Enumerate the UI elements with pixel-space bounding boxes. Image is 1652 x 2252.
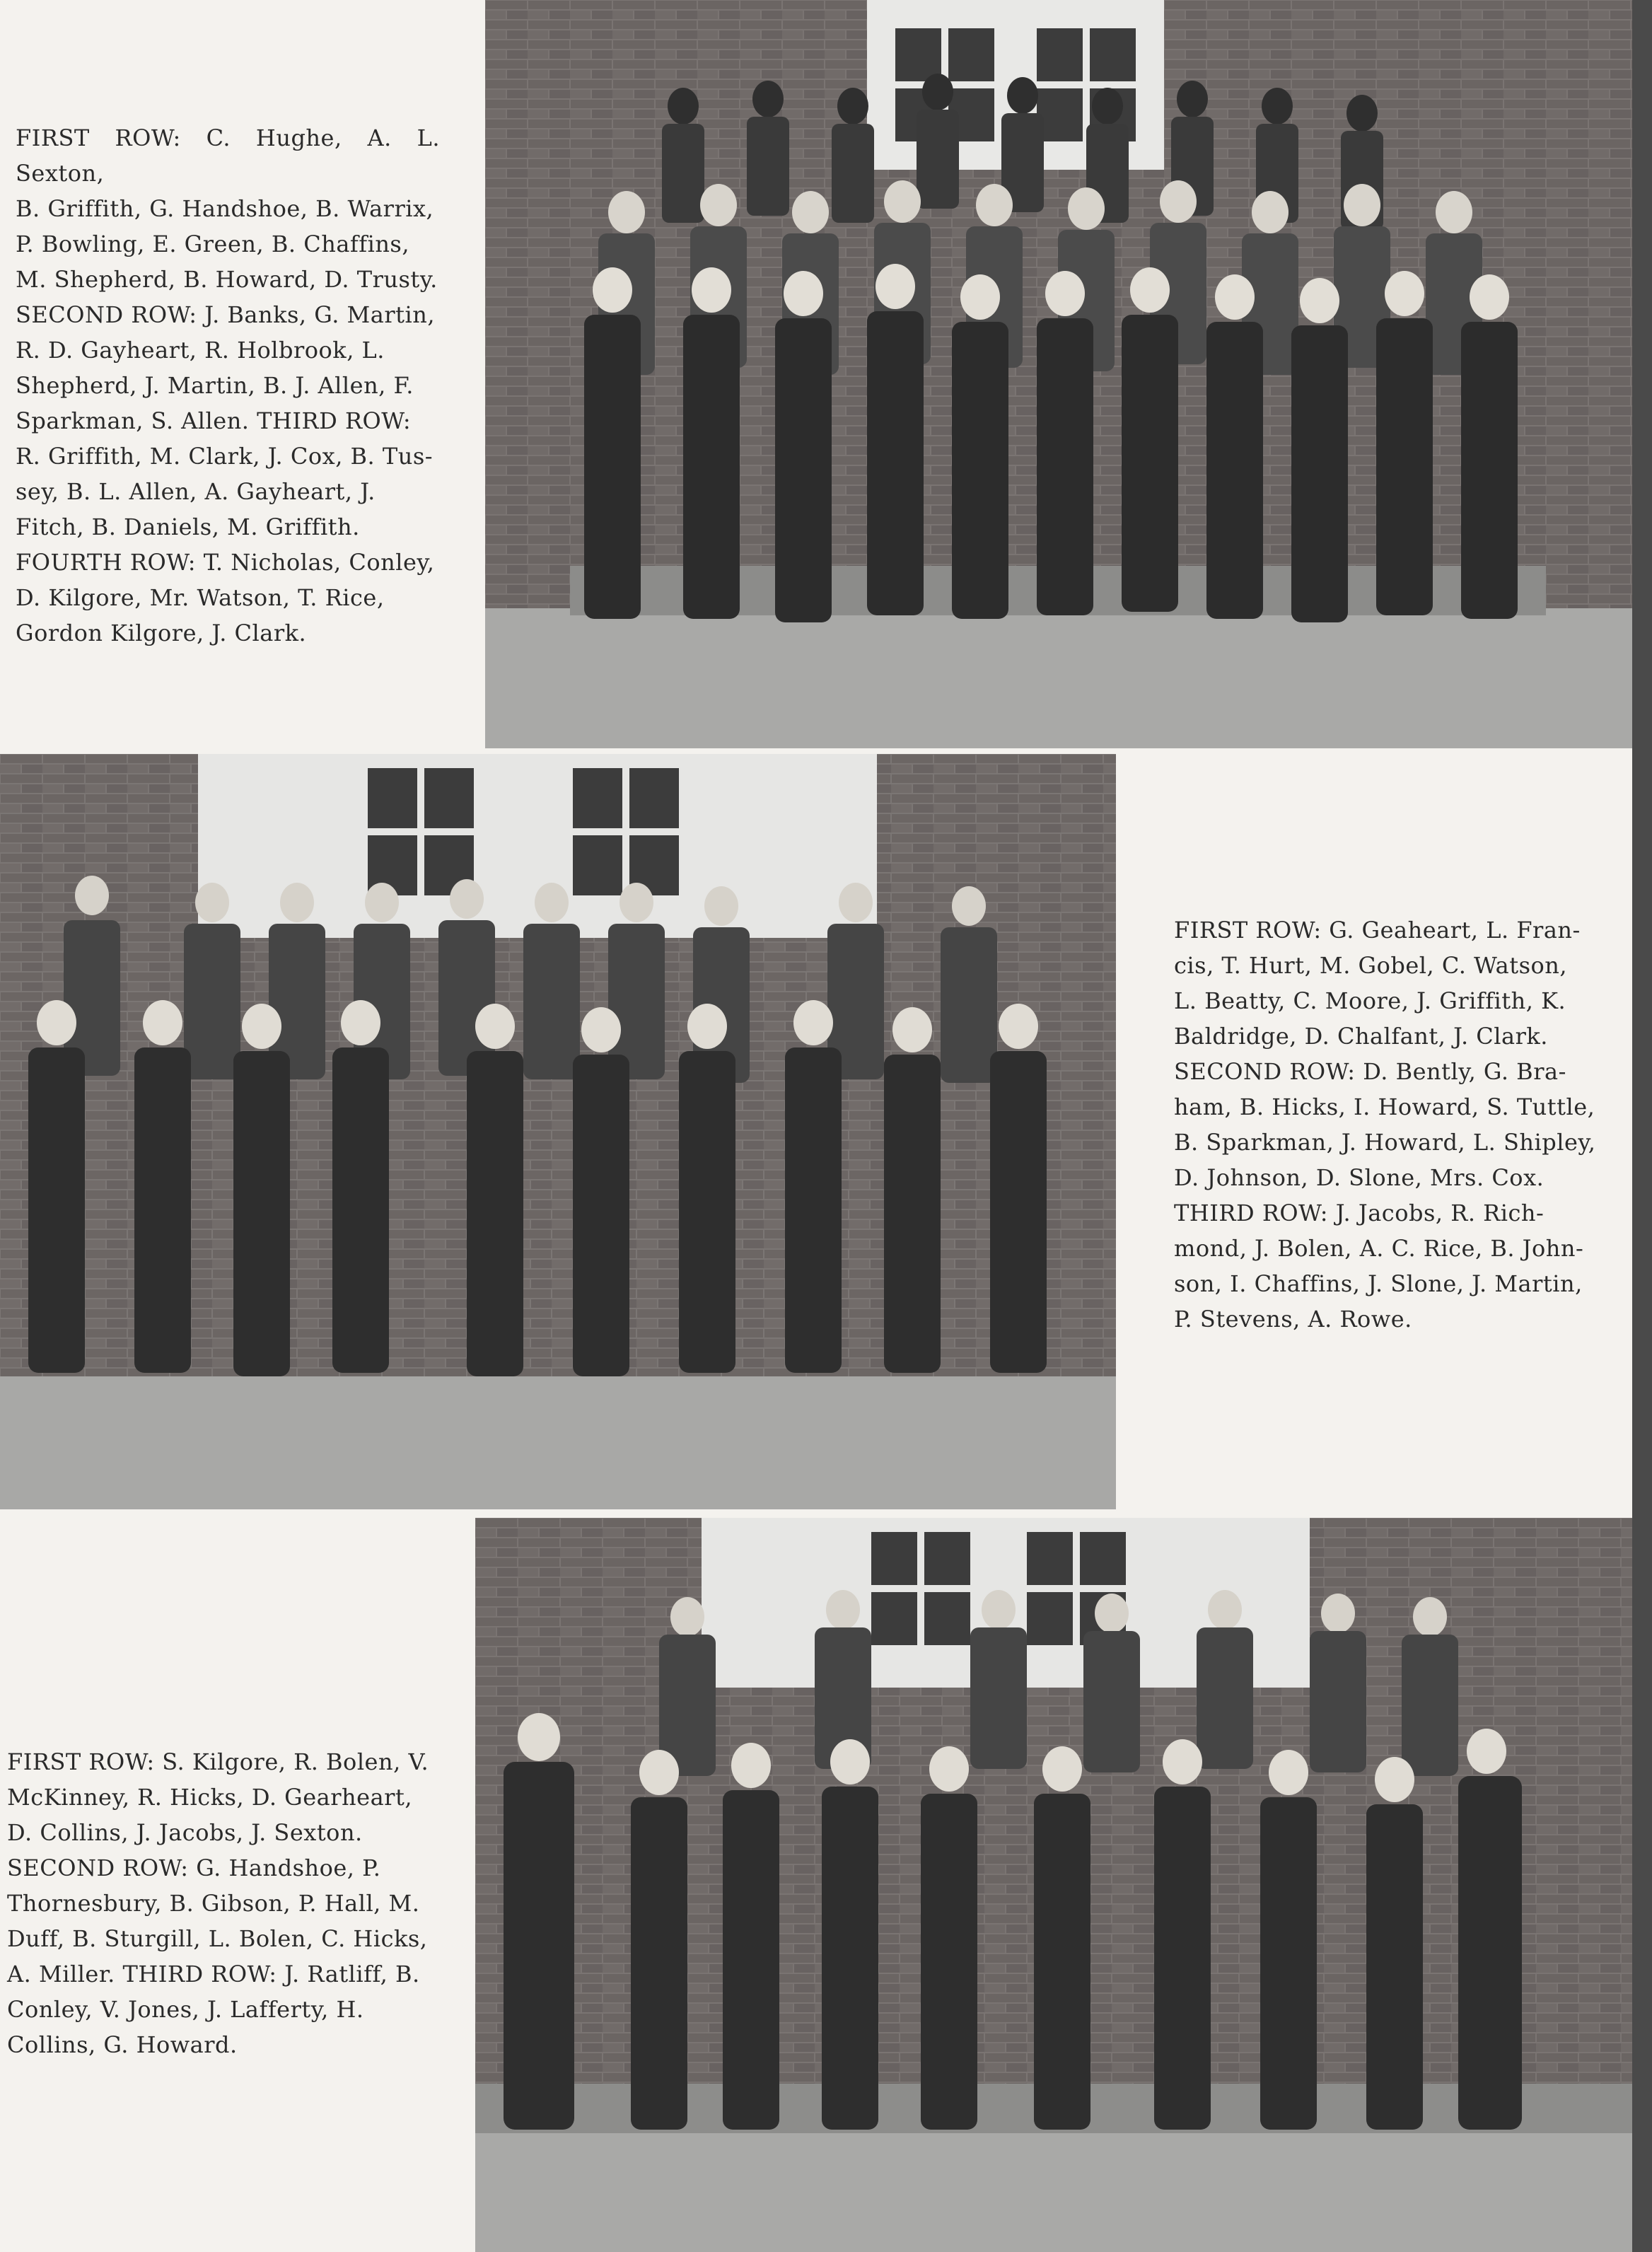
caption-line: Sparkman, S. Allen. THIRD ROW: bbox=[16, 407, 412, 434]
caption-line: Fitch, B. Daniels, M. Griffith. bbox=[16, 513, 360, 540]
caption-line: mond, J. Bolen, A. C. Rice, B. John- bbox=[1174, 1235, 1584, 1262]
caption-line: SECOND ROW: J. Banks, G. Martin, bbox=[16, 301, 436, 328]
caption-line: B. Sparkman, J. Howard, L. Shipley, bbox=[1174, 1129, 1596, 1156]
caption-line: M. Shepherd, B. Howard, D. Trusty. bbox=[16, 266, 438, 293]
caption-line: sey, B. L. Allen, A. Gayheart, J. bbox=[16, 478, 376, 505]
caption-line: D. Johnson, D. Slone, Mrs. Cox. bbox=[1174, 1164, 1545, 1191]
caption-line: P. Bowling, E. Green, B. Chaffins, bbox=[16, 231, 410, 257]
caption-line: Duff, B. Sturgill, L. Bolen, C. Hicks, bbox=[7, 1925, 428, 1952]
caption-line: FIRST ROW: S. Kilgore, R. Bolen, V. bbox=[7, 1748, 429, 1775]
page-binding-edge bbox=[1632, 0, 1652, 2252]
caption-line: Baldridge, D. Chalfant, J. Clark. bbox=[1174, 1023, 1548, 1050]
class-photo-caption-1 bbox=[16, 120, 440, 651]
class-photo-caption-3 bbox=[7, 1744, 430, 2062]
caption-line: FIRST ROW: C. Hughe, A. L. Sexton, bbox=[16, 124, 440, 187]
class-photo-3 bbox=[475, 1518, 1632, 2252]
caption-line: D. Collins, J. Jacobs, J. Sexton. bbox=[7, 1819, 363, 1846]
caption-line: A. Miller. THIRD ROW: J. Ratliff, B. bbox=[7, 1961, 420, 1987]
caption-line: B. Griffith, G. Handshoe, B. Warrix, bbox=[16, 195, 434, 222]
caption-line: R. Griffith, M. Clark, J. Cox, B. Tus- bbox=[16, 443, 434, 470]
caption-line: SECOND ROW: D. Bently, G. Bra- bbox=[1174, 1058, 1566, 1085]
caption-line: THIRD ROW: J. Jacobs, R. Rich- bbox=[1174, 1200, 1545, 1226]
caption-line: P. Stevens, A. Rowe. bbox=[1174, 1306, 1412, 1333]
class-photo-1 bbox=[485, 0, 1632, 748]
caption-line: McKinney, R. Hicks, D. Gearheart, bbox=[7, 1784, 412, 1811]
caption-line: Conley, V. Jones, J. Lafferty, H. bbox=[7, 1996, 364, 2023]
caption-line: R. D. Gayheart, R. Holbrook, L. bbox=[16, 337, 385, 364]
caption-line: Gordon Kilgore, J. Clark. bbox=[16, 620, 307, 646]
caption-line: SECOND ROW: G. Handshoe, P. bbox=[7, 1855, 381, 1881]
caption-line: Shepherd, J. Martin, B. J. Allen, F. bbox=[16, 372, 414, 399]
caption-line: Thornesbury, B. Gibson, P. Hall, M. bbox=[7, 1890, 420, 1917]
class-photo-caption-2 bbox=[1174, 912, 1598, 1337]
caption-line: L. Beatty, C. Moore, J. Griffith, K. bbox=[1174, 987, 1566, 1014]
caption-line: son, I. Chaffins, J. Slone, J. Martin, bbox=[1174, 1270, 1583, 1297]
caption-line: cis, T. Hurt, M. Gobel, C. Watson, bbox=[1174, 952, 1568, 979]
caption-line: ham, B. Hicks, I. Howard, S. Tuttle, bbox=[1174, 1093, 1595, 1120]
caption-line: FOURTH ROW: T. Nicholas, Conley, bbox=[16, 549, 435, 576]
caption-line: D. Kilgore, Mr. Watson, T. Rice, bbox=[16, 584, 385, 611]
class-photo-2 bbox=[0, 754, 1116, 1509]
caption-line: FIRST ROW: G. Geaheart, L. Fran- bbox=[1174, 917, 1581, 944]
caption-line: Collins, G. Howard. bbox=[7, 2031, 238, 2058]
